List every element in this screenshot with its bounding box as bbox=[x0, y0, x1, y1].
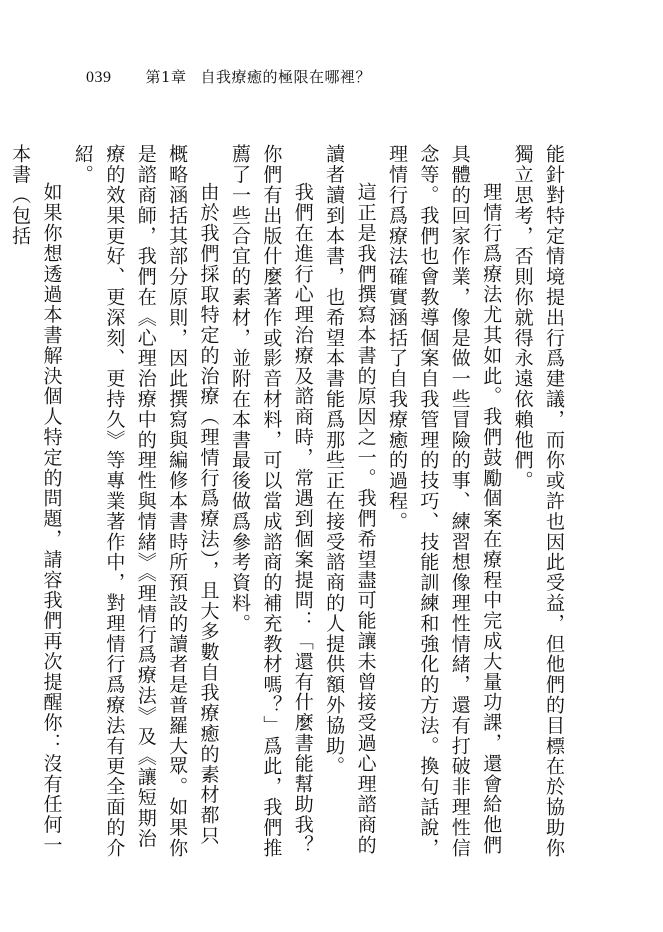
body-text bbox=[4, 144, 569, 864]
paragraph: 能針對特定情境提出行爲建議，而你或許也因此受益，但他們的目標在於協助你獨立思考，否則你就得永遠依賴他們。 bbox=[511, 144, 565, 858]
paragraph: 如果你想透過本書解決個人特定的問題，請容我們再次提醒你：沒有任何一本書（包括 bbox=[9, 144, 63, 856]
chapter-label: 第1章 bbox=[145, 68, 187, 86]
page-number: 039 bbox=[86, 69, 112, 86]
running-header bbox=[86, 66, 603, 90]
paragraph: 這正是我們撰寫本書的原因之一。我們希望盡可能讓未曾接受過心理諮商的讀者讀到本書，也希望本書能爲那些正在接受諮商的人提供額外協助。 bbox=[323, 144, 377, 856]
paragraph: 我們在進行心理治療及諮商時，常遇到個案提問：「還有什麼書能幫助我？你們有出版什麼著作或影音材料，可以當成諮商的補充教材嗎？」爲此，我們推薦了一些合宜的素材，並附在本書最後做爲參考資料。 bbox=[228, 144, 314, 858]
chapter-title: 自我療癒的極限在哪裡？ bbox=[200, 68, 372, 86]
paragraph: 由於我們採取特定的治療（理情行爲療法），且大多數自我療癒的素材都只概略涵括其部分原則，因此撰寫與編修本書時所預設的讀者是普羅大眾。如果你是諮商師，我們在《心理治療中的理性與情緒》《理情行爲療法》及《讓短期治療的效果更好、更深刻、更持久》等專業著作中，對理情行爲療法有更全面的介紹。 bbox=[71, 144, 220, 858]
paragraph: 理情行爲療法尤其如此。我們鼓勵個案在療程中完成大量功課，還會給他們具體的回家作業，像是做一些冒險的事、練習想像理性情緒，還有打破非理性信念等。我們也會教導個案自我管理的技巧、技能訓練和強化的方法。換句話說，理情行爲療法確實涵括了自我療癒的過程。 bbox=[385, 144, 503, 858]
